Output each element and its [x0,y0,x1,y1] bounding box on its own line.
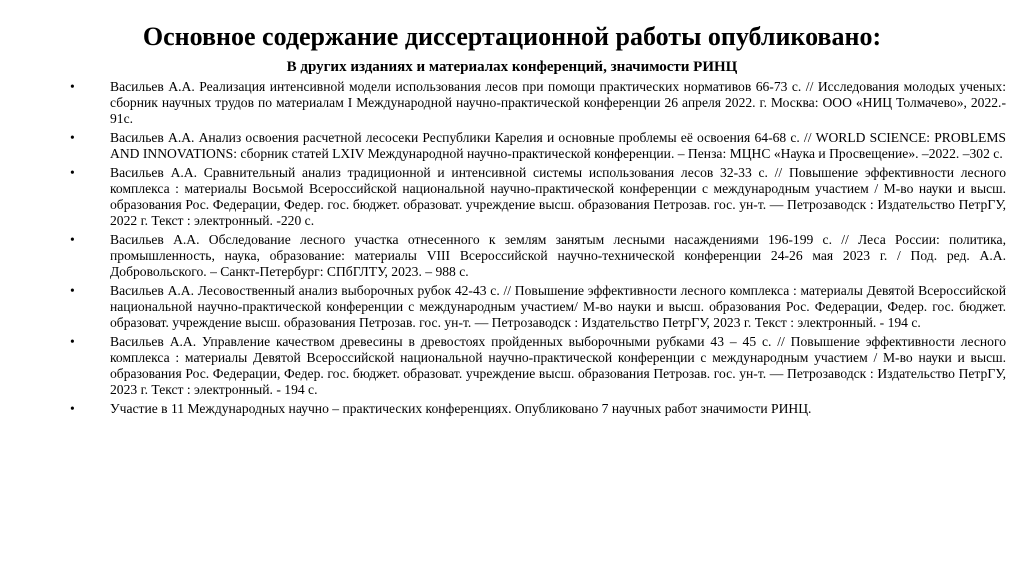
bullet-icon: • [70,79,75,94]
publication-list [68,79,1006,420]
bullet-icon: • [70,401,75,416]
publication-text: Васильев А.А. Управление качеством древесины в древостоях пройденных выборочными рубками 43 – 45 с. // Повышение эффективности лесного комплекса : материалы Девятой Всероссийской национальной научно-практической конференции с международным участием / М-во науки и высш. образования Рос. Федерации, Федер. гос. бюджет. образоват. учреждение высш. образования Петрозав. гос. ун-т. — Петрозаводск : Издательство ПетрГУ, 2023 г. Текст : электронный. - 194 с. [110,334,1006,397]
publication-text: Васильев А.А. Лесовоственный анализ выборочных рубок 42-43 с. // Повышение эффективности лесного комплекса : материалы Девятой Всероссийской национальной научно-практической конференции с международным участием/ М-во науки и высш. образования Рос. Федерации, Федер. гос. бюджет. образоват. учреждение высш. образования Петрозав. гос. ун-т. — Петрозаводск : Издательство ПетрГУ, 2023 г. Текст : электронный. - 194 с. [110,283,1006,330]
list-item [68,401,1006,417]
publication-text: Васильев А.А. Реализация интенсивной модели использования лесов при помощи практических нормативов 66-73 с. // Исследования молодых ученых: сборник научных трудов по материалам I Международной научно-практической конференции 26 апреля 2022. г. Москва: ООО «НИЦ Толмачево», 2022.- 91с. [110,79,1006,126]
slide-title: Основное содержание диссертационной работы опубликовано: [142,22,882,51]
list-item [68,283,1006,331]
bullet-icon: • [70,165,75,180]
publication-text: Васильев А.А. Обследование лесного участка отнесенного к землям занятым лесными насаждениями 196-199 с. // Леса России: политика, промышленность, наука, образование: материалы VIII Всероссийской научно-технической конференции 24-26 мая 2023 г. / Под. ред. А.А. Добровольского. – Санкт-Петербург: СПбГЛТУ, 2023. – 988 с. [110,232,1006,279]
bullet-icon: • [70,130,75,145]
bullet-icon: • [70,232,75,247]
list-item [68,232,1006,280]
list-item [68,165,1006,229]
publication-text: Васильев А.А. Анализ освоения расчетной лесосеки Республики Карелия и основные проблемы её освоения 64-68 с. // WORLD SCIENCE: PROBLEMS AND INNOVATIONS: сборник статей LXIV Международной научно-практической конференции. – Пенза: МЦНС «Наука и Просвещение». –2022. –302 с. [110,130,1006,161]
list-item [68,334,1006,398]
list-item [68,130,1006,162]
list-item [68,79,1006,127]
slide-subtitle: В других изданиях и материалах конференций, значимости РИНЦ [286,59,738,75]
publication-text: Васильев А.А. Сравнительный анализ традиционной и интенсивной системы использования лесов 32-33 с. // Повышение эффективности лесного комплекса : материалы Восьмой Всероссийской национальной научно-практической конференции с международным участием / М-во науки и высш. образования Рос. Федерации, Федер. гос. бюджет. образоват. учреждение высш. образования Петрозав. гос. ун-т. — Петрозаводск : Издательство ПетрГУ, 2022 г. Текст : электронный. -220 с. [110,165,1006,228]
bullet-icon: • [70,283,75,298]
summary-text: Участие в 11 Международных научно – практических конференциях. Опубликовано 7 научных работ значимости РИНЦ. [110,401,812,416]
bullet-icon: • [70,334,75,349]
